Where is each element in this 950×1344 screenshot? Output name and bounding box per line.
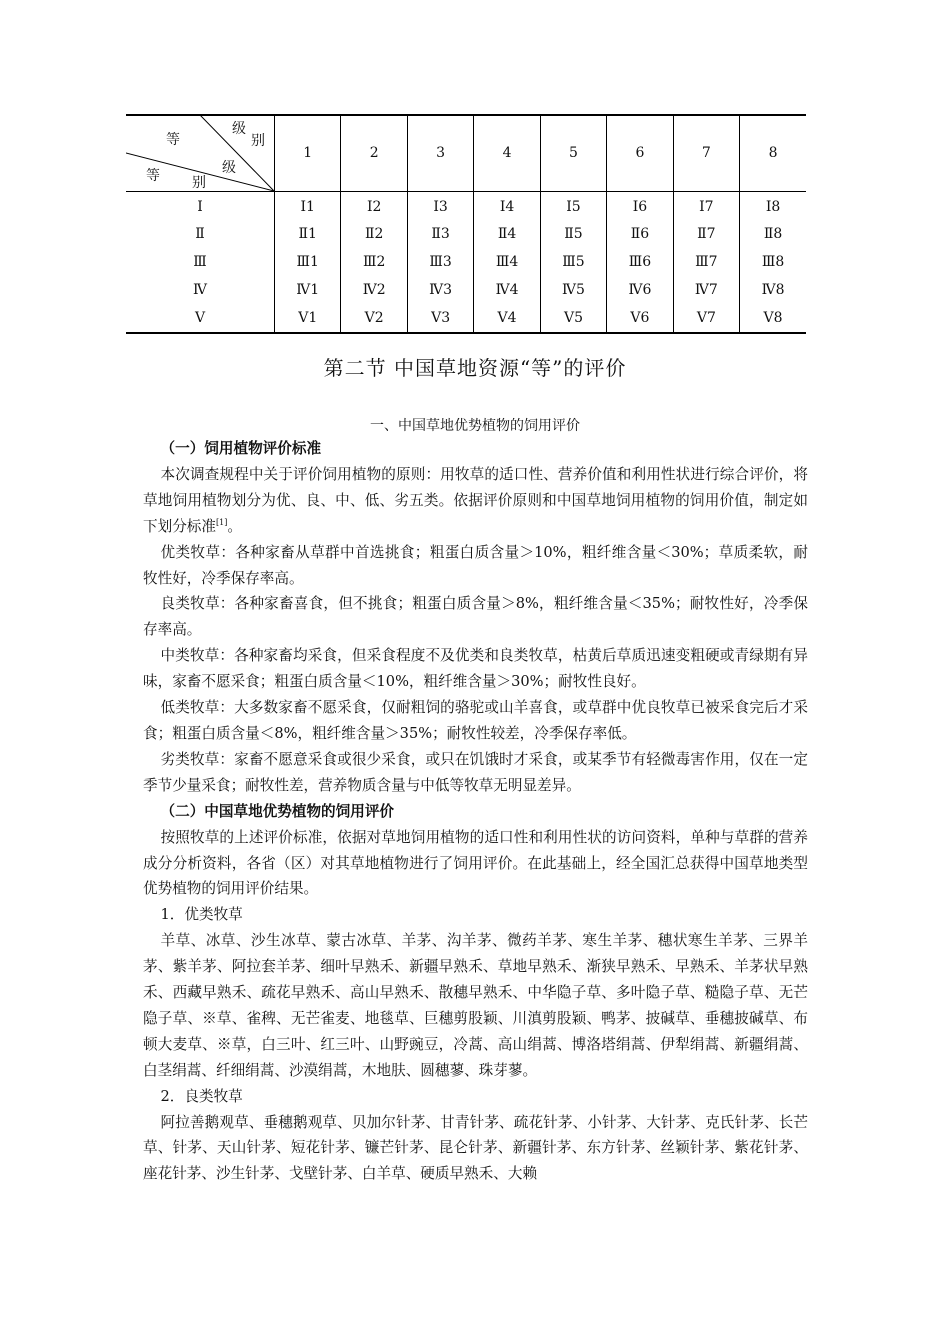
intro-text: 本次调查规程中关于评价饲用植物的原则：用牧草的适口性、营养价值和利用性状进行综合评价，将草地饲用植物划分为优、良、中、低、劣五类。依据评价原则和中国草地饲用植物的饲用价值，制定如下划分标准 [143, 465, 808, 535]
citation-ref: [1] [215, 517, 228, 527]
corner-label: 等 [166, 132, 180, 148]
table-cell: Ⅲ5 [540, 248, 606, 276]
table-row [126, 220, 806, 248]
paragraph: 劣类牧草：家畜不愿意采食或很少采食，或只在饥饿时才采食，或某季节有轻微毒害作用，仅在一定季节少量采食；耐牧性差，营养物质含量与中低等牧草无明显差异。 [143, 750, 808, 794]
subsection-title: 一、中国草地优势植物的饲用评价 [370, 418, 580, 434]
intro-end: 。 [227, 517, 242, 535]
table-cell: Ⅴ8 [763, 309, 783, 326]
table-cell: Ⅱ4 [474, 220, 540, 248]
paragraph: 按照牧草的上述评价标准，依据对草地饲用植物的适口性和利用性状的访问资料，单种与草群的营养成分分析资料，各省（区）对其草地植物进行了饲用评价。在此基础上，经全国汇总获得中国草地类型优势植物的饲用评价结果。 [143, 828, 808, 898]
list-title: 2．良类牧草 [160, 1087, 243, 1105]
table-cell: Ⅰ5 [540, 192, 606, 220]
paragraph: 低类牧草：大多数家畜不愿采食，仅耐粗饲的骆驼或山羊喜食，或草群中优良牧草已被采食完后才采食；粗蛋白质含量＜8%，粗纤维含量＞35%；耐牧性较差，冷季保存率低。 [143, 699, 808, 742]
corner-label: 别 [251, 133, 265, 149]
table-cell: Ⅴ4 [474, 304, 540, 332]
column-header: 1 [275, 115, 341, 192]
table-cell: Ⅴ7 [673, 304, 739, 332]
table-cell: Ⅰ3 [407, 192, 473, 220]
body-text [143, 436, 808, 1187]
column-header: 3 [407, 115, 473, 192]
table-cell: Ⅱ6 [607, 220, 673, 248]
corner-label: 级 [222, 160, 236, 176]
table-cell: Ⅳ5 [540, 276, 606, 304]
row-label: Ⅴ [126, 304, 275, 332]
column-header: 4 [474, 115, 540, 192]
table-cell: Ⅱ7 [673, 220, 739, 248]
paragraph: 阿拉善鹅观草、垂穗鹅观草、贝加尔针茅、甘青针茅、疏花针茅、小针茅、大针茅、克氏针茅、长芒草、针茅、天山针茅、短花针茅、镰芒针茅、昆仑针茅、新疆针茅、东方针茅、丝颖针茅、紫花针茅、座花针茅、沙生针茅、戈壁针茅、白羊草、硬质早熟禾、大赖 [143, 1113, 808, 1183]
table-cell: Ⅴ2 [341, 304, 407, 332]
list-title: 1．优类牧草 [160, 906, 243, 924]
table-cell: Ⅱ3 [407, 220, 473, 248]
table-cell: Ⅳ6 [607, 276, 673, 304]
section-title: 第二节 中国草地资源“等”的评价 [323, 356, 627, 380]
table-cell: Ⅲ3 [407, 248, 473, 276]
table-row [126, 276, 806, 304]
paragraph [143, 462, 808, 540]
table-cell: Ⅲ4 [474, 248, 540, 276]
column-header: 8 [740, 115, 806, 192]
heading: （一）饲用植物评价标准 [160, 440, 322, 457]
table-row [126, 304, 806, 332]
table-row [126, 248, 806, 276]
table-cell: Ⅴ1 [275, 304, 341, 332]
row-label: Ⅲ [126, 248, 275, 276]
corner-label: 等 [146, 168, 160, 184]
table-cell: Ⅱ1 [275, 220, 341, 248]
table-cell: Ⅲ1 [275, 248, 341, 276]
table-cell: Ⅳ4 [474, 276, 540, 304]
table-cell: Ⅰ2 [341, 192, 407, 220]
table-cell: Ⅳ3 [407, 276, 473, 304]
corner-cell [126, 115, 275, 192]
paragraph: 良类牧草：各种家畜喜食，但不挑食；粗蛋白质含量＞8%，粗纤维含量＜35%；耐牧性好，冷季保存率高。 [143, 595, 808, 639]
table-cell: Ⅰ6 [607, 192, 673, 220]
table-cell: Ⅴ6 [607, 304, 673, 332]
table-row [126, 192, 806, 220]
paragraph: 羊草、冰草、沙生冰草、蒙古冰草、羊茅、沟羊茅、微药羊茅、寒生羊茅、穗状寒生羊茅、三界羊茅、紫羊茅、阿拉套羊茅、细叶早熟禾、新疆早熟禾、草地早熟禾、渐狭早熟禾、早熟禾、羊茅状早熟禾、西藏早熟禾、疏花早熟禾、高山早熟禾、散穗早熟禾、中华隐子草、多叶隐子草、糙隐子草、无芒隐子草、※草、雀稗、无芒雀麦、地毯草、巨穗剪股颖、川滇剪股颖、鸭茅、披碱草、垂穗披碱草、布顿大麦草、※草，白三叶、红三叶、山野豌豆，冷蒿、高山绢蒿、博洛塔绢蒿、伊犁绢蒿、新疆绢蒿、白茎绢蒿、纤细绢蒿、沙漠绢蒿，木地肤、圆穗蓼、珠芽蓼。 [143, 932, 808, 1079]
table-cell: Ⅲ6 [607, 248, 673, 276]
table-cell: Ⅰ4 [474, 192, 540, 220]
table-cell: Ⅳ1 [275, 276, 341, 304]
heading: （二）中国草地优势植物的饲用评价 [160, 802, 395, 820]
corner-label: 别 [192, 175, 206, 191]
row-label: Ⅰ [126, 192, 275, 220]
table-cell: Ⅱ8 [763, 225, 783, 242]
table-cell: Ⅴ5 [540, 304, 606, 332]
table-cell: Ⅰ7 [673, 192, 739, 220]
paragraph: 优类牧草：各种家畜从草群中首选挑食；粗蛋白质含量＞10%，粗纤维含量＜30%；草质柔软，耐牧性好，冷季保存率高。 [143, 543, 808, 587]
table-cell: Ⅴ3 [407, 304, 473, 332]
row-label: Ⅳ [126, 276, 275, 304]
column-header: 7 [673, 115, 739, 192]
table-cell: Ⅱ5 [540, 220, 606, 248]
table-cell: Ⅲ8 [761, 253, 785, 270]
corner-label: 级 [232, 121, 246, 137]
table-bottom-rule [126, 332, 806, 334]
column-header: 6 [607, 115, 673, 192]
table-cell: Ⅳ7 [673, 276, 739, 304]
table-cell: Ⅰ8 [765, 198, 781, 215]
table-cell: Ⅳ2 [341, 276, 407, 304]
column-header: 5 [540, 115, 606, 192]
paragraph: 中类牧草：各种家畜均采食，但采食程度不及优类和良类牧草，枯黄后草质迅速变粗硬或青绿期有异味，家畜不愿采食；粗蛋白质含量＜10%，粗纤维含量＞30%；耐牧性良好。 [143, 647, 808, 691]
column-header: 2 [341, 115, 407, 192]
table-header-row [126, 115, 806, 192]
table-cell: Ⅲ7 [673, 248, 739, 276]
table-cell: Ⅰ1 [275, 192, 341, 220]
grade-table [126, 115, 806, 332]
table-cell: Ⅳ8 [761, 281, 785, 298]
table-cell: Ⅱ2 [341, 220, 407, 248]
table-cell: Ⅲ2 [341, 248, 407, 276]
row-label: Ⅱ [126, 220, 275, 248]
